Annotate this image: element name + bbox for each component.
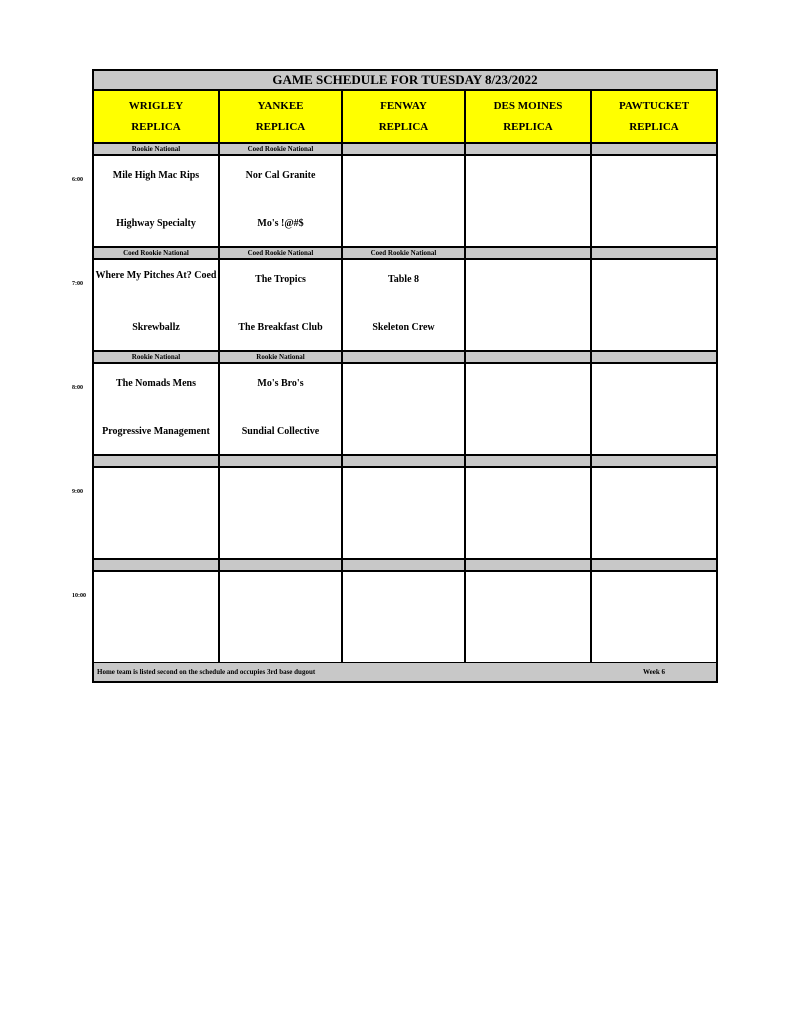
- game-cell: [592, 364, 716, 454]
- away-team: Where My Pitches At? Coed: [95, 270, 217, 281]
- division-label: [592, 456, 716, 466]
- division-label: [466, 456, 592, 466]
- field-header-4: [592, 91, 716, 142]
- division-label: [466, 248, 592, 258]
- division-label: Coed Rookie National: [94, 248, 220, 258]
- field-header-2: [343, 91, 466, 142]
- game-cell: [343, 468, 466, 558]
- division-label: [466, 144, 592, 154]
- home-team: The Breakfast Club: [238, 322, 323, 333]
- division-label: [466, 560, 592, 570]
- home-team: Progressive Management: [102, 426, 210, 437]
- field-header-row: [94, 91, 716, 144]
- game-cell: [466, 572, 592, 662]
- game-row: [94, 468, 716, 560]
- away-team: Mile High Mac Rips: [112, 170, 200, 181]
- division-label: [94, 456, 220, 466]
- game-row: [94, 572, 716, 664]
- away-team: The Tropics: [255, 274, 306, 285]
- field-name: WRIGLEY: [128, 99, 184, 112]
- time-label: 8:00: [72, 385, 83, 391]
- game-cell: [466, 156, 592, 246]
- game-cell: [220, 572, 343, 662]
- game-cell: [592, 468, 716, 558]
- division-label: Rookie National: [94, 144, 220, 154]
- game-cell: [592, 572, 716, 662]
- game-cell: [466, 364, 592, 454]
- division-label: Rookie National: [220, 352, 343, 362]
- game-cell: [466, 260, 592, 350]
- game-cell: [343, 260, 466, 350]
- time-label: 7:00: [72, 281, 83, 287]
- field-subtitle: REPLICA: [629, 121, 679, 134]
- game-cell: [343, 156, 466, 246]
- division-label: Rookie National: [94, 352, 220, 362]
- home-team: Skrewballz: [132, 322, 180, 333]
- game-cell: [220, 468, 343, 558]
- division-label: [94, 560, 220, 570]
- division-label: [343, 456, 466, 466]
- game-cell: [94, 260, 220, 350]
- division-row: [94, 144, 716, 156]
- game-cell: [592, 156, 716, 246]
- field-subtitle: REPLICA: [255, 121, 306, 134]
- footer-note: Home team is listed second on the schedule and occupies 3rd base dugout: [97, 668, 316, 676]
- away-team: Mo's Bro's: [257, 378, 304, 389]
- division-label: [592, 560, 716, 570]
- division-label: Coed Rookie National: [220, 144, 343, 154]
- field-subtitle: REPLICA: [378, 121, 429, 134]
- time-label: 10:00: [72, 593, 86, 599]
- field-name: YANKEE: [257, 99, 304, 112]
- division-label: [343, 560, 466, 570]
- field-subtitle: REPLICA: [503, 121, 553, 134]
- game-cell: [466, 468, 592, 558]
- away-team: Table 8: [387, 274, 420, 285]
- away-team: Nor Cal Granite: [245, 170, 316, 181]
- game-row: [94, 364, 716, 456]
- game-row: [94, 260, 716, 352]
- field-header-0: [94, 91, 220, 142]
- time-label: 6:00: [72, 177, 83, 183]
- game-cell: [592, 260, 716, 350]
- division-label: [343, 144, 466, 154]
- game-cell: [220, 156, 343, 246]
- division-label: Coed Rookie National: [343, 248, 466, 258]
- game-cell: [94, 156, 220, 246]
- division-row: [94, 560, 716, 572]
- division-row: [94, 456, 716, 468]
- game-cell: [94, 468, 220, 558]
- division-label: [466, 352, 592, 362]
- division-label: [220, 456, 343, 466]
- game-cell: [220, 364, 343, 454]
- week-label: Week 6: [643, 668, 665, 676]
- division-label: [220, 560, 343, 570]
- division-label: [592, 248, 716, 258]
- schedule-title: GAME SCHEDULE FOR TUESDAY 8/23/2022: [94, 71, 716, 91]
- division-label: [592, 144, 716, 154]
- footer-row: [94, 663, 716, 681]
- game-cell: [220, 260, 343, 350]
- field-header-1: [220, 91, 343, 142]
- away-team: The Nomads Mens: [115, 378, 196, 389]
- game-cell: [343, 572, 466, 662]
- game-cell: [94, 364, 220, 454]
- game-row: [94, 156, 716, 248]
- division-label: [592, 352, 716, 362]
- schedule-table: [92, 69, 718, 683]
- field-name: PAWTUCKET: [618, 99, 690, 112]
- time-label: 9:00: [72, 489, 83, 495]
- home-team: Mo's !@#$: [257, 218, 304, 229]
- game-cell: [343, 364, 466, 454]
- home-team: Sundial Collective: [241, 426, 320, 437]
- home-team: Highway Specialty: [116, 218, 196, 229]
- home-team: Skeleton Crew: [372, 322, 435, 333]
- field-name: FENWAY: [380, 99, 427, 112]
- field-subtitle: REPLICA: [131, 121, 181, 134]
- game-cell: [94, 572, 220, 662]
- division-row: [94, 248, 716, 260]
- field-name: DES MOINES: [493, 99, 563, 112]
- division-label: Coed Rookie National: [220, 248, 343, 258]
- division-label: [343, 352, 466, 362]
- division-row: [94, 352, 716, 364]
- field-header-3: [466, 91, 592, 142]
